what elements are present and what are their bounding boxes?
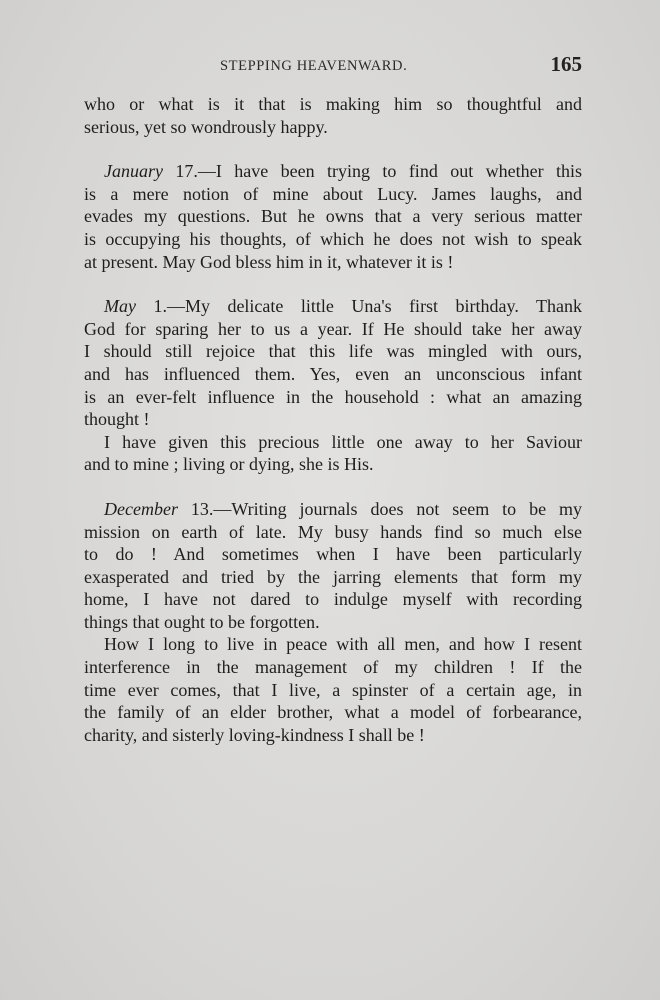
- text-line: [84, 160, 582, 183]
- paragraph: [84, 431, 582, 476]
- body-text: [84, 93, 582, 746]
- text-line: to do ! And sometimes when I have been particularly: [84, 544, 582, 565]
- text-line: and has influenced them. Yes, even an unconscious infant: [84, 363, 582, 384]
- text-line: I should still rejoice that this life was mingled with ours,: [84, 341, 582, 362]
- paragraph: [84, 633, 582, 746]
- text-line: [84, 498, 582, 521]
- text-line: the family of an elder brother, what a model of forbearance,: [84, 702, 582, 723]
- entry-text: 17.—I have been trying to find out whether this: [162, 161, 582, 182]
- text-line: God for sparing her to us a year. If He should take her away: [84, 318, 582, 339]
- journal-entry-may: [84, 295, 582, 431]
- text-line: is an ever-felt influence in the household : what an amazing: [84, 386, 582, 407]
- text-line: interference in the management of my children ! If the: [84, 657, 582, 678]
- text-line: charity, and sisterly loving-kindness I shall be !: [84, 724, 425, 745]
- text-line: thought !: [84, 409, 150, 430]
- text-line: at present. May God bless him in it, whatever it is !: [84, 251, 454, 272]
- text-line: mission on earth of late. My busy hands find so much else: [84, 521, 582, 542]
- entry-date: January: [104, 161, 163, 182]
- text-line: is occupying his thoughts, of which he does not wish to speak: [84, 228, 582, 249]
- text-line: who or what is it that is making him so thoughtful and: [84, 94, 582, 114]
- journal-entry-december: [84, 498, 582, 634]
- text-line: serious, yet so wondrously happy.: [84, 116, 328, 137]
- text-line: is a mere notion of mine about Lucy. James laughs, and: [84, 183, 582, 204]
- text-line: exasperated and tried by the jarring elements that form my: [84, 566, 582, 587]
- running-head: [84, 52, 582, 76]
- text-line: I have given this precious little one away to her Saviour: [104, 431, 582, 452]
- page-number: 165: [550, 52, 582, 76]
- entry-text: 1.—My delicate little Una's first birthday. Thank: [135, 296, 582, 317]
- text-line: time ever comes, that I live, a spinster of a certain age, in: [84, 679, 582, 700]
- text-line: and to mine ; living or dying, she is His.: [84, 454, 374, 475]
- journal-entry-january: [84, 160, 582, 273]
- entry-text: 13.—Writing journals does not seem to be my: [177, 498, 582, 519]
- entry-date: December: [104, 498, 178, 519]
- text-line: things that ought to be forgotten.: [84, 611, 320, 632]
- text-line: evades my questions. But he owns that a very serious matter: [84, 206, 582, 227]
- paragraph-continuation: [84, 93, 582, 138]
- text-line: home, I have not dared to indulge myself with recording: [84, 589, 582, 610]
- text-line: [84, 295, 582, 318]
- text-line: How I long to live in peace with all men, and how I resent: [104, 634, 582, 655]
- entry-date: May: [104, 296, 136, 317]
- running-title: STEPPING HEAVENWARD.: [220, 58, 408, 74]
